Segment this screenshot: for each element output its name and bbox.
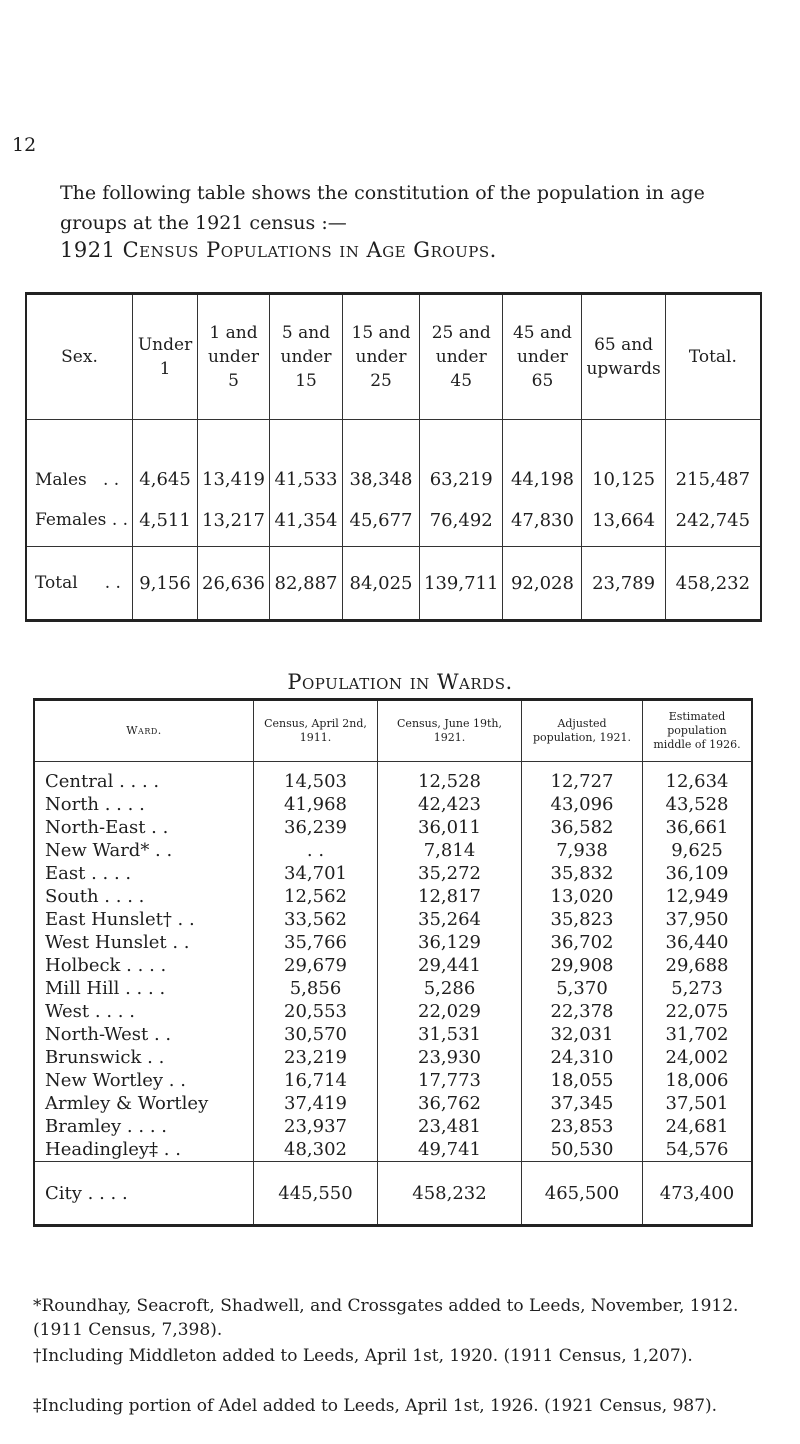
ward-name: East . . . . <box>45 863 132 884</box>
table-cell: 42,423 <box>378 793 522 816</box>
table-row <box>34 862 752 885</box>
table-row <box>34 816 752 839</box>
table-cell: 36,582 <box>522 816 643 839</box>
table-row <box>34 1000 752 1023</box>
header-25-to-45: 25 and under 45 <box>420 294 503 420</box>
ward-name: South . . . . <box>45 886 145 907</box>
page-number: 12 <box>12 134 37 156</box>
header-ward: Ward. <box>34 700 254 762</box>
table-cell: 36,109 <box>643 862 753 885</box>
table-cell: 23,930 <box>378 1046 522 1069</box>
table-cell: 36,239 <box>254 816 378 839</box>
table-cell: 458,232 <box>378 1162 522 1226</box>
ward-name: Mill Hill . . . . <box>45 978 166 999</box>
table-cell: 35,832 <box>522 862 643 885</box>
spacer-cell <box>378 762 522 771</box>
table-row <box>34 1092 752 1115</box>
header-estimated-1926: Estimated population middle of 1926. <box>643 700 753 762</box>
table-cell: 76,492 <box>420 494 503 547</box>
table-cell: 45,677 <box>343 494 420 547</box>
table-cell: 4,645 <box>133 420 198 495</box>
table-cell: 49,741 <box>378 1138 522 1162</box>
ward-name: New Ward* . . <box>45 840 173 861</box>
table-cell: 12,949 <box>643 885 753 908</box>
table-header-row <box>34 700 752 762</box>
footnote-middleton: †Including Middleton added to Leeds, April 1st, 1920. (1911 Census, 1,207). <box>33 1346 693 1366</box>
table-row <box>34 1138 752 1162</box>
table-cell: 22,378 <box>522 1000 643 1023</box>
ward-name: West . . . . <box>45 1001 135 1022</box>
table-cell: 23,937 <box>254 1115 378 1138</box>
table-cell: 23,219 <box>254 1046 378 1069</box>
table-cell: 23,853 <box>522 1115 643 1138</box>
table-cell: 30,570 <box>254 1023 378 1046</box>
table-row-total <box>26 547 761 621</box>
table-row <box>34 1115 752 1138</box>
table-cell: 44,198 <box>503 420 582 495</box>
table-cell: 18,055 <box>522 1069 643 1092</box>
table-cell: 24,002 <box>643 1046 753 1069</box>
table-cell: 5,273 <box>643 977 753 1000</box>
table-cell: 54,576 <box>643 1138 753 1162</box>
table-cell: 23,481 <box>378 1115 522 1138</box>
ward-name: Headingley‡ . . <box>45 1139 181 1160</box>
table-cell: 26,636 <box>198 547 270 621</box>
ward-name: North-East . . <box>45 817 169 838</box>
header-census-1911: Census, April 2nd, 1911. <box>254 700 378 762</box>
table-cell: 13,664 <box>582 494 665 547</box>
table-header-row <box>26 294 761 420</box>
table-cell: 22,029 <box>378 1000 522 1023</box>
table-cell: 50,530 <box>522 1138 643 1162</box>
table-cell: 47,830 <box>503 494 582 547</box>
table-cell: 43,528 <box>643 793 753 816</box>
table-cell: 12,528 <box>378 770 522 793</box>
table-row <box>34 954 752 977</box>
header-total: Total. <box>665 294 761 420</box>
table-cell: 38,348 <box>343 420 420 495</box>
table-cell: 63,219 <box>420 420 503 495</box>
table-cell: 13,020 <box>522 885 643 908</box>
table-row <box>34 931 752 954</box>
table-row <box>34 770 752 793</box>
table-cell: 41,533 <box>270 420 343 495</box>
wards-table <box>33 698 753 1227</box>
table-cell: 84,025 <box>343 547 420 621</box>
spacer-cell <box>643 762 753 771</box>
table-row-males <box>26 420 761 495</box>
table-cell: 16,714 <box>254 1069 378 1092</box>
table-row <box>34 839 752 862</box>
table-cell: . . <box>254 839 378 862</box>
table-cell: 9,625 <box>643 839 753 862</box>
table-cell: 33,562 <box>254 908 378 931</box>
table-cell: 10,125 <box>582 420 665 495</box>
row-label-text: Total <box>35 573 78 593</box>
table-cell: 31,702 <box>643 1023 753 1046</box>
table-cell: 36,129 <box>378 931 522 954</box>
header-5-to-15: 5 and under 15 <box>270 294 343 420</box>
ward-name: North-West . . <box>45 1024 172 1045</box>
ward-name: City . . . . <box>34 1162 254 1226</box>
header-under-1: Under 1 <box>133 294 198 420</box>
table-cell: 12,817 <box>378 885 522 908</box>
leader-dots: . . <box>102 470 120 490</box>
table-row <box>34 1046 752 1069</box>
table-cell: 445,550 <box>254 1162 378 1226</box>
table-cell: 24,681 <box>643 1115 753 1138</box>
table-cell: 41,968 <box>254 793 378 816</box>
table-cell: 20,553 <box>254 1000 378 1023</box>
ward-name: East Hunslet† . . <box>45 909 195 930</box>
table-cell: 36,762 <box>378 1092 522 1115</box>
ward-name: North . . . . <box>45 794 145 815</box>
intro-paragraph: The following table shows the constitution of the population in age groups at the 1921 census :— <box>60 182 705 234</box>
table-cell: 36,011 <box>378 816 522 839</box>
table-cell: 139,711 <box>420 547 503 621</box>
spacer-cell <box>34 762 254 771</box>
table-row <box>34 885 752 908</box>
header-census-1921: Census, June 19th, 1921. <box>378 700 522 762</box>
table-cell: 36,440 <box>643 931 753 954</box>
table-cell: 29,688 <box>643 954 753 977</box>
table-cell: 473,400 <box>643 1162 753 1226</box>
table-cell: 37,419 <box>254 1092 378 1115</box>
header-65-upwards: 65 and upwards <box>582 294 665 420</box>
table-cell: 17,773 <box>378 1069 522 1092</box>
table-cell: 13,419 <box>198 420 270 495</box>
table-cell: 31,531 <box>378 1023 522 1046</box>
table-cell: 12,562 <box>254 885 378 908</box>
ward-name: Armley & Wortley <box>45 1093 209 1114</box>
table-cell: 24,310 <box>522 1046 643 1069</box>
row-label <box>26 420 133 495</box>
table-cell: 35,766 <box>254 931 378 954</box>
table-cell: 7,814 <box>378 839 522 862</box>
table-row-females <box>26 494 761 547</box>
spacer-cell <box>522 762 643 771</box>
table-cell: 36,702 <box>522 931 643 954</box>
table-cell: 35,264 <box>378 908 522 931</box>
table-cell: 14,503 <box>254 770 378 793</box>
age-groups-table <box>25 292 762 622</box>
table-cell: 36,661 <box>643 816 753 839</box>
table-cell: 23,789 <box>582 547 665 621</box>
table-cell: 215,487 <box>665 420 761 495</box>
table-cell: 29,441 <box>378 954 522 977</box>
table-cell: 465,500 <box>522 1162 643 1226</box>
footnote-roundhay: *Roundhay, Seacroft, Shadwell, and Crossgates added to Leeds, November, 1912. (1911 Census, 7,398). <box>33 1296 739 1340</box>
table-cell: 48,302 <box>254 1138 378 1162</box>
table-cell: 9,156 <box>133 547 198 621</box>
ward-name: Brunswick . . <box>45 1047 165 1068</box>
wards-table-title: Population in Wards. <box>287 670 513 694</box>
table-cell: 5,286 <box>378 977 522 1000</box>
ward-name: Central . . . . <box>45 771 160 792</box>
spacer-cell <box>254 762 378 771</box>
header-45-to-65: 45 and under 65 <box>503 294 582 420</box>
table-cell: 32,031 <box>522 1023 643 1046</box>
table-row <box>34 793 752 816</box>
footnote-adel: ‡Including portion of Adel added to Leeds, April 1st, 1926. (1921 Census, 987). <box>33 1396 718 1416</box>
table-cell: 12,634 <box>643 770 753 793</box>
table-cell: 7,938 <box>522 839 643 862</box>
age-groups-table-title: 1921 Census Populations in Age Groups. <box>60 238 497 262</box>
table-cell: 35,823 <box>522 908 643 931</box>
table-cell: 37,345 <box>522 1092 643 1115</box>
leader-dots: . . <box>111 510 129 530</box>
spacer-row <box>34 762 752 771</box>
table-cell: 242,745 <box>665 494 761 547</box>
table-cell: 12,727 <box>522 770 643 793</box>
table-cell: 458,232 <box>665 547 761 621</box>
table-cell: 5,856 <box>254 977 378 1000</box>
table-cell: 43,096 <box>522 793 643 816</box>
table-row <box>34 1023 752 1046</box>
table-cell: 18,006 <box>643 1069 753 1092</box>
table-cell: 35,272 <box>378 862 522 885</box>
table-row <box>34 908 752 931</box>
table-cell: 82,887 <box>270 547 343 621</box>
header-1-to-5: 1 and under 5 <box>198 294 270 420</box>
table-cell: 29,679 <box>254 954 378 977</box>
table-cell: 41,354 <box>270 494 343 547</box>
table-cell: 37,950 <box>643 908 753 931</box>
table-row-city <box>34 1162 752 1226</box>
table-cell: 13,217 <box>198 494 270 547</box>
table-row <box>34 977 752 1000</box>
header-sex: Sex. <box>26 294 133 420</box>
table-cell: 29,908 <box>522 954 643 977</box>
row-label <box>26 494 133 547</box>
row-label-text: Females <box>35 510 107 530</box>
row-label-text: Males <box>35 470 87 490</box>
table-cell: 5,370 <box>522 977 643 1000</box>
table-cell: 34,701 <box>254 862 378 885</box>
ward-rows <box>34 770 752 1162</box>
header-15-to-25: 15 and under 25 <box>343 294 420 420</box>
ward-name: West Hunslet . . <box>45 932 190 953</box>
table-cell: 4,511 <box>133 494 198 547</box>
table-row <box>34 1069 752 1092</box>
table-cell: 37,501 <box>643 1092 753 1115</box>
ward-name: Holbeck . . . . <box>45 955 167 976</box>
ward-name: Bramley . . . . <box>45 1116 167 1137</box>
header-adjusted-1921: Adjusted population, 1921. <box>522 700 643 762</box>
leader-dots: . . <box>104 573 121 593</box>
table-cell: 22,075 <box>643 1000 753 1023</box>
table-cell: 92,028 <box>503 547 582 621</box>
row-label <box>26 547 133 621</box>
ward-name: New Wortley . . <box>45 1070 186 1091</box>
